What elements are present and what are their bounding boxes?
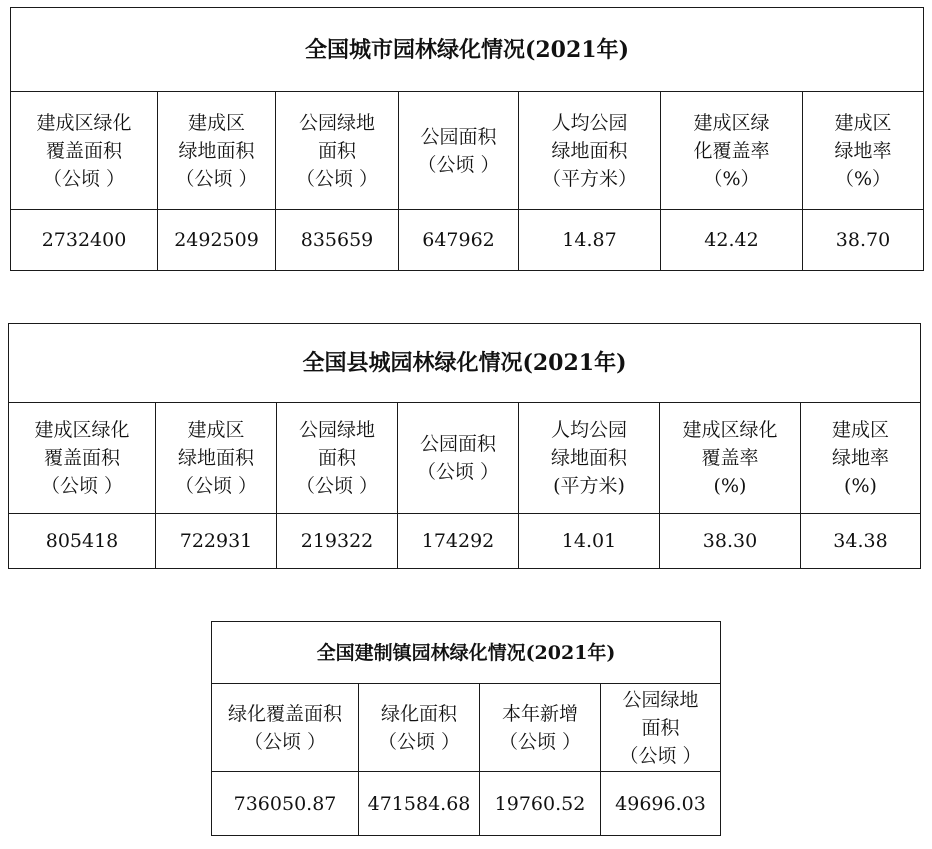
header-cell: 公园绿地 面积 （公顷 ） xyxy=(601,684,721,772)
table-row xyxy=(212,772,721,836)
header-cell: 公园绿地 面积 （公顷 ） xyxy=(276,92,399,210)
header-cell: 公园绿地 面积 （公顷 ） xyxy=(277,403,398,514)
header-row xyxy=(9,403,921,514)
value-cell: 219322 xyxy=(277,514,398,569)
value-cell: 835659 xyxy=(276,210,399,271)
county-greening-table xyxy=(8,323,921,569)
header-cell: 建成区 绿地率 （%） xyxy=(803,92,924,210)
header-cell: 本年新增 （公顷 ） xyxy=(480,684,601,772)
header-cell: 绿化面积 （公顷 ） xyxy=(359,684,480,772)
table-row xyxy=(9,514,921,569)
header-cell: 建成区绿 化覆盖率 （%） xyxy=(661,92,803,210)
value-cell: 2492509 xyxy=(158,210,276,271)
header-cell: 建成区 绿地率 (%) xyxy=(801,403,921,514)
value-cell: 14.87 xyxy=(519,210,661,271)
header-cell: 公园面积 （公顷 ） xyxy=(398,403,519,514)
value-cell: 805418 xyxy=(9,514,156,569)
value-cell: 19760.52 xyxy=(480,772,601,836)
header-cell: 建成区 绿地面积 （公顷 ） xyxy=(158,92,276,210)
header-cell: 建成区绿化 覆盖面积 （公顷 ） xyxy=(11,92,158,210)
value-cell: 49696.03 xyxy=(601,772,721,836)
value-cell: 14.01 xyxy=(519,514,660,569)
header-cell: 建成区 绿地面积 （公顷 ） xyxy=(156,403,277,514)
header-cell: 建成区绿化 覆盖面积 （公顷 ） xyxy=(9,403,156,514)
value-cell: 174292 xyxy=(398,514,519,569)
table-title: 全国城市园林绿化情况(2021年) xyxy=(11,8,924,92)
value-cell: 722931 xyxy=(156,514,277,569)
value-cell: 647962 xyxy=(399,210,519,271)
town-greening-table xyxy=(211,621,721,836)
value-cell: 736050.87 xyxy=(212,772,359,836)
header-row xyxy=(212,684,721,772)
value-cell: 42.42 xyxy=(661,210,803,271)
value-cell: 471584.68 xyxy=(359,772,480,836)
header-cell: 人均公园 绿地面积 （平方米） xyxy=(519,92,661,210)
header-row xyxy=(11,92,924,210)
value-cell: 2732400 xyxy=(11,210,158,271)
header-cell: 公园面积 （公顷 ） xyxy=(399,92,519,210)
city-greening-table xyxy=(10,7,924,271)
table-title: 全国建制镇园林绿化情况(2021年) xyxy=(212,622,721,684)
header-cell: 人均公园 绿地面积 (平方米) xyxy=(519,403,660,514)
value-cell: 38.70 xyxy=(803,210,924,271)
value-cell: 38.30 xyxy=(660,514,801,569)
table-title: 全国县城园林绿化情况(2021年) xyxy=(9,324,921,403)
header-cell: 绿化覆盖面积 （公顷 ） xyxy=(212,684,359,772)
table-row xyxy=(11,210,924,271)
header-cell: 建成区绿化 覆盖率 (%) xyxy=(660,403,801,514)
value-cell: 34.38 xyxy=(801,514,921,569)
